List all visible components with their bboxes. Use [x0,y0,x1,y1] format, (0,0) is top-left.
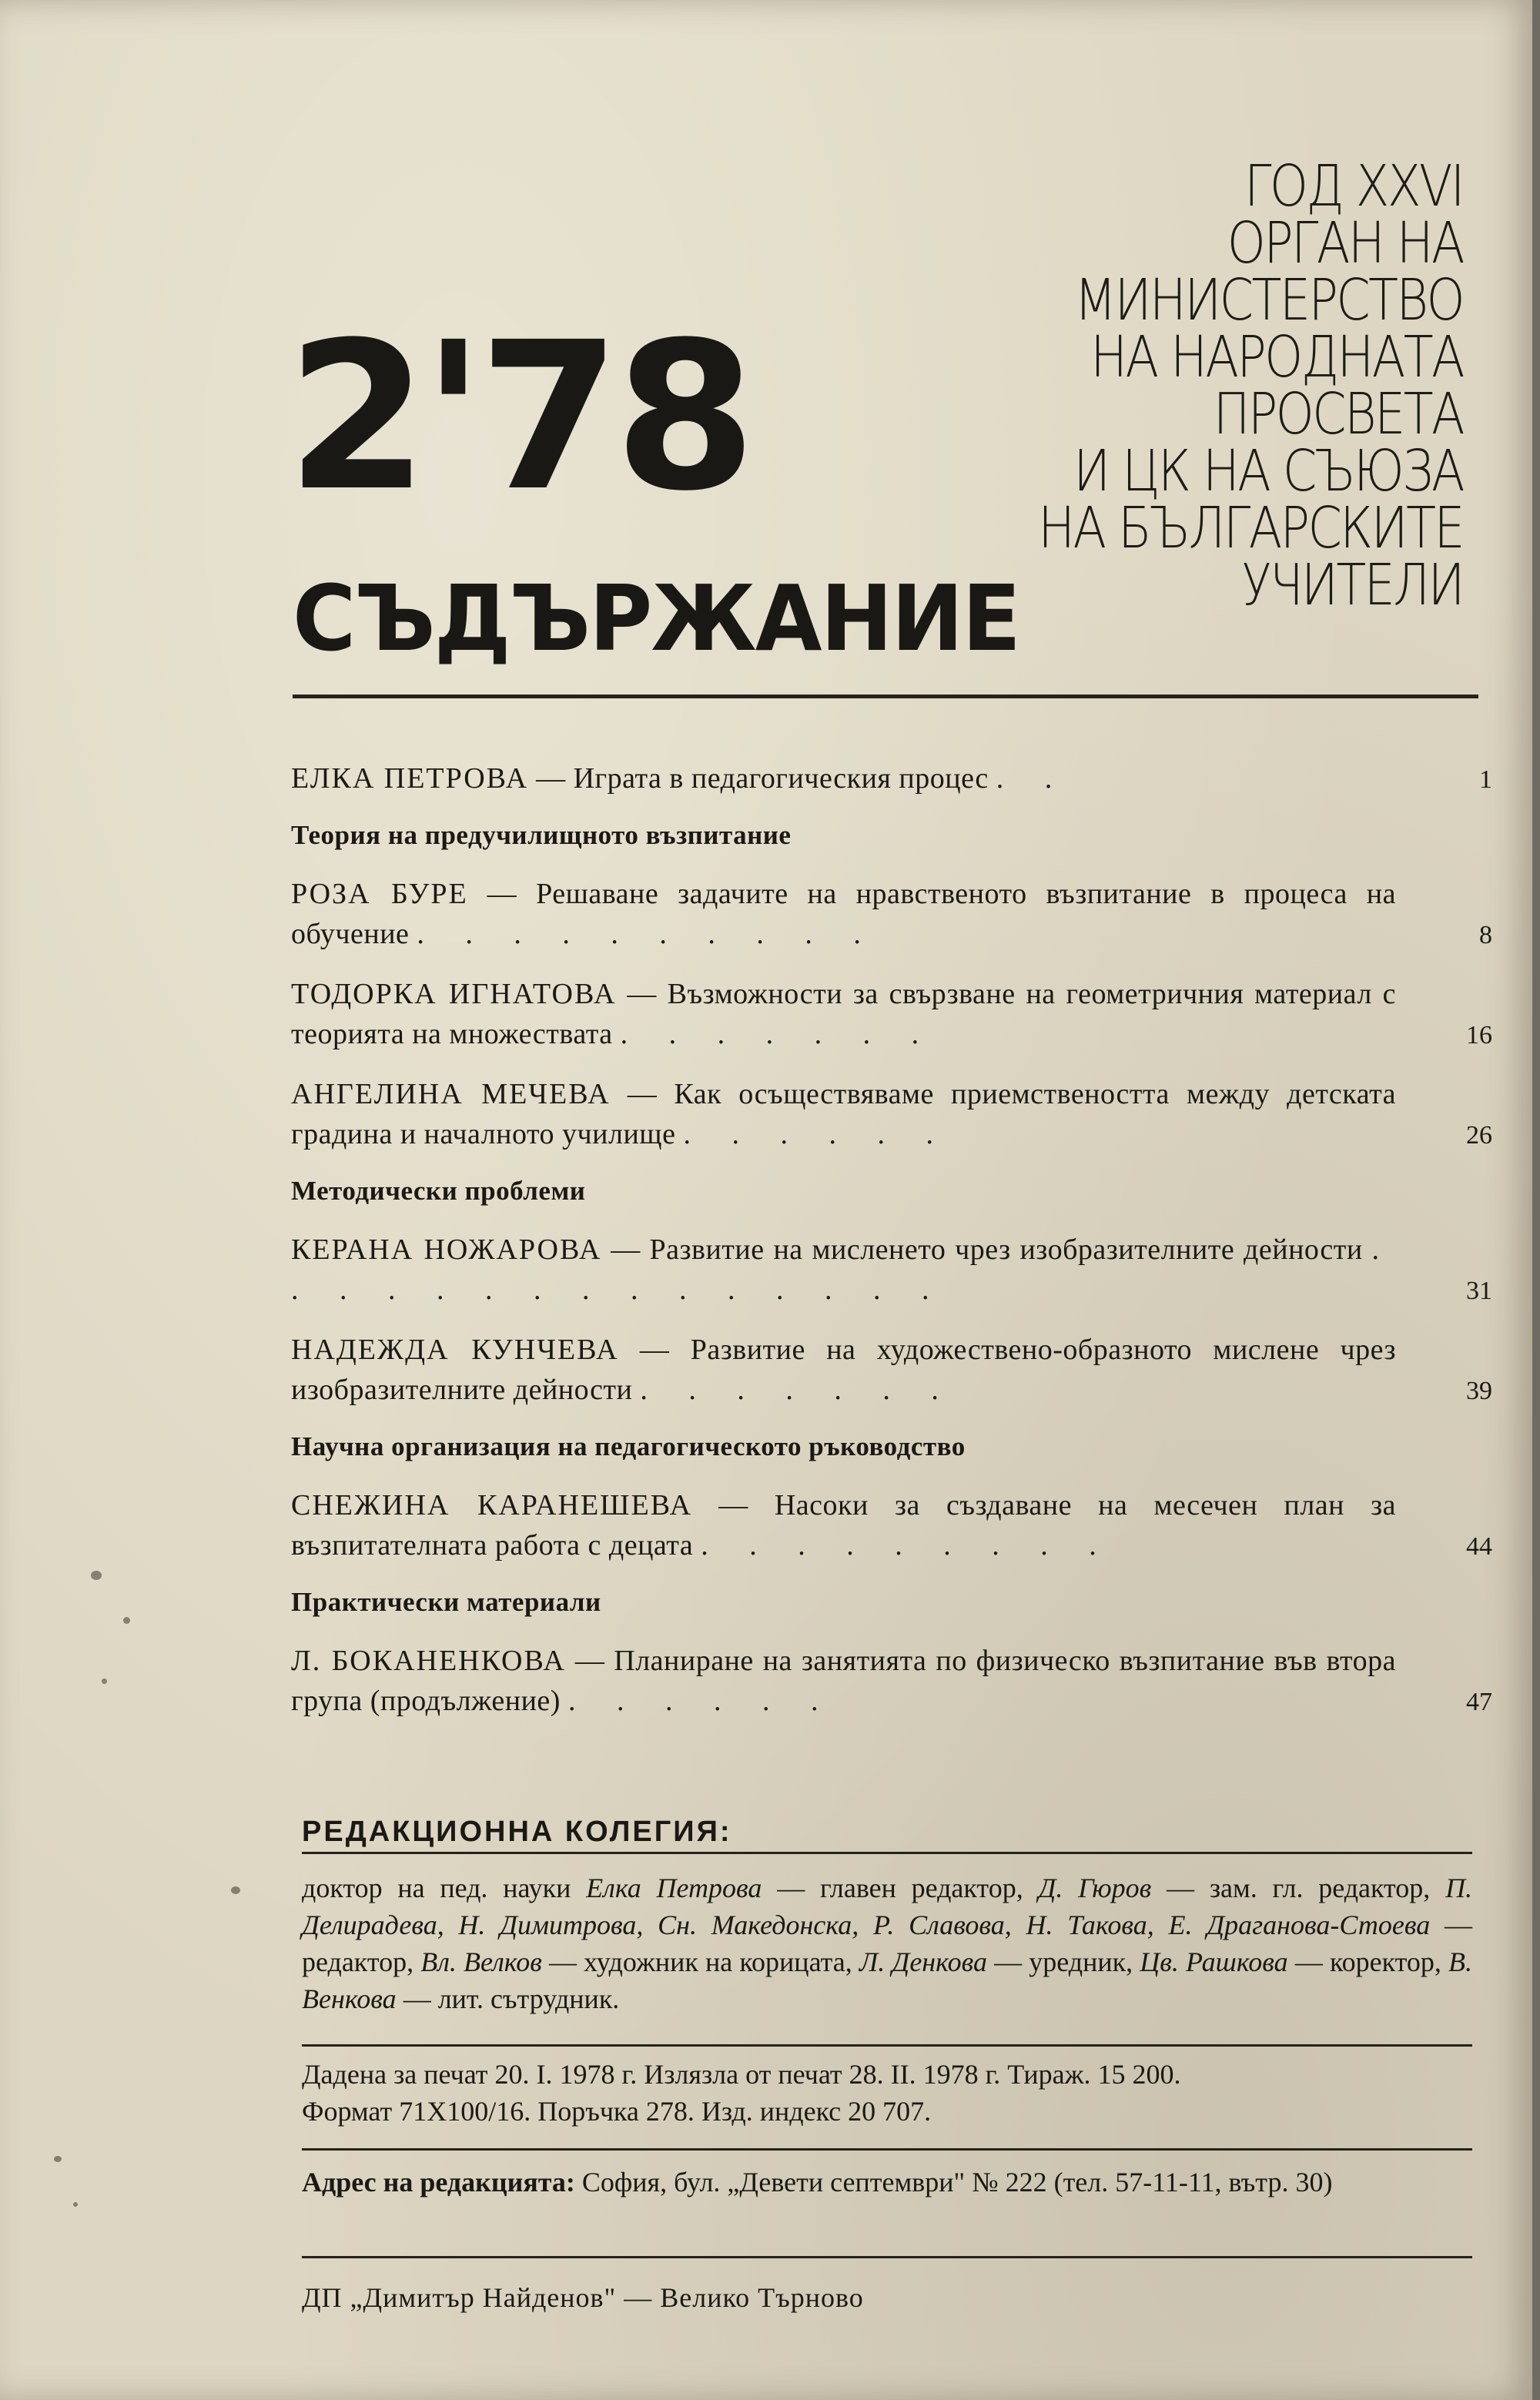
board-rule [302,1852,1472,1854]
toc-title: — Развитие на художествено-образното мислене чрез изобразителните дейности [291,1334,1396,1406]
address-label: Адрес на редакцията: [302,2167,575,2197]
toc-leader: . . . . . . . [620,1018,936,1050]
toc-leader: . . . . . . [683,1118,950,1150]
toc-page-number: 1 [1479,765,1492,794]
table-of-contents [291,758,1492,1741]
toc-entry [291,974,1492,1054]
board-text-part: — зам. гл. редактор, [1167,1873,1431,1903]
board-text-part: — главен редактор, [777,1873,1023,1903]
contents-title: СЪДЪРЖАНИЕ [293,565,1020,671]
section-heading: Теория на предучилищното възпитание [291,820,792,850]
toc-author: ЕЛКА ПЕТРОВА [291,762,529,795]
address-value: София, бул. „Девети септември" № 222 (тел. 57-11-11, вътр. 30) [581,2167,1333,2197]
toc-author: СНЕЖИНА КАРАНЕШЕВА [291,1489,693,1521]
section-heading: Научна организация на педагогическото ръководство [291,1431,966,1461]
printing-info [302,2056,1472,2130]
toc-author: АНГЕЛИНА МЕЧЕВА [291,1078,611,1110]
section-heading: Методически проблеми [291,1176,586,1206]
printer-rule [302,2256,1472,2258]
toc-entry [291,1330,1492,1410]
address-rule [302,2148,1472,2151]
toc-author: НАДЕЖДА КУНЧЕВА [291,1334,619,1366]
board-text-part: — редактор, [302,1910,1473,1977]
editorial-board-text [302,1869,1472,2017]
board-name: Д. Гюров [1038,1873,1152,1903]
ink-speck [91,1571,102,1580]
header-rule [293,695,1478,698]
toc-leader: . . . . . . . [640,1374,956,1406]
toc-title: — Развитие на мисленето чрез изобразителните дейности [611,1233,1363,1266]
publisher-line: НА НАРОДНАТА [1090,324,1463,390]
board-name: Вл. Велков [420,1946,542,1977]
toc-page-number: 8 [1479,921,1492,949]
board-name: Цв. Рашкова [1140,1946,1288,1977]
ink-speck [73,2202,78,2207]
board-text-part: — коректор, [1294,1946,1441,1977]
board-name: Елка Петрова [586,1873,762,1903]
toc-page-number: 47 [1466,1688,1492,1716]
publisher-line: МИНИСТЕРСТВО [1074,267,1463,333]
ink-speck [102,1679,107,1684]
publisher-line: ПРОСВЕТА [1213,381,1463,447]
toc-entry [291,1641,1492,1721]
toc-author: Л. БОКАНЕНКОВА [291,1645,566,1677]
toc-entry [291,1485,1492,1565]
publisher-line: ГОД XXVI [1244,153,1463,219]
ink-speck [123,1617,130,1624]
toc-title: — Насоки за създаване на месечен план за възпитателната работа с децата [291,1489,1396,1562]
board-text-part: — уредник, [994,1946,1133,1977]
toc-entry [291,1074,1492,1154]
toc-leader: . . . . . . . . . . . . . . . [291,1233,1396,1306]
toc-title: — Решаване задачите на нравственото възпитание в процеса на обучение [291,878,1396,950]
toc-leader: . . . . . . . . . . [417,918,878,950]
toc-page-number: 26 [1466,1121,1492,1150]
board-name: В. Венкова [302,1946,1473,2014]
publisher-block [999,153,1463,618]
toc-title: — Планиране на занятията по физическо възпитание във втора група (продължение) [291,1645,1396,1717]
ink-speck [54,2156,62,2162]
print-rule [302,2044,1472,2047]
editorial-address [302,2164,1472,2201]
ink-speck [231,1886,240,1894]
toc-author: РОЗА БУРЕ [291,878,468,910]
editorial-board-title: РЕДАКЦИОННА КОЛЕГИЯ: [302,1816,732,1848]
toc-page-number: 16 [1466,1021,1492,1049]
toc-author: КЕРАНА НОЖАРОВА [291,1233,602,1266]
board-name: П. Делирадева, Н. Димитрова, Сн. Македонска, Р. Славова, Н. Такова, Е. Драганова-Стоева [302,1873,1473,1940]
toc-author: ТОДОРКА ИГНАТОВА [291,978,617,1010]
board-text-part: — лит. сътрудник. [403,1983,620,2014]
publisher-line: УЧИТЕЛИ [1241,552,1463,618]
printing-line: Формат 71Х100/16. Поръчка 278. Изд. индекс 20 707. [302,2096,932,2127]
publisher-line: ОРГАН НА [1227,210,1463,276]
printer-line: ДП „Димитър Найденов" — Велико Търново [302,2282,864,2313]
toc-leader: . . [996,762,1070,795]
toc-leader: . . . . . . [567,1685,835,1717]
toc-title: — Възможности за свързване на геометричния материал с теорията на множествата [291,978,1397,1050]
section-heading: Практически материали [291,1587,601,1617]
toc-entry [291,758,1492,798]
toc-entry [291,1230,1492,1310]
toc-page-number: 39 [1466,1377,1492,1405]
toc-entry [291,874,1492,954]
issue-number: 2'78 [286,299,751,536]
board-text-part: — художник на корицата, [549,1946,852,1977]
board-name: Л. Денкова [859,1946,988,1977]
printing-line: Дадена за печат 20. I. 1978 г. Излязла от печат 28. II. 1978 г. Тираж. 15 200. [302,2059,1181,2090]
toc-page-number: 44 [1466,1532,1492,1561]
toc-title: — Играта в педагогическия процес [536,762,989,795]
publisher-line: И ЦК НА СЪЮЗА [1073,438,1463,504]
toc-page-number: 31 [1466,1277,1492,1305]
publisher-line: НА БЪЛГАРСКИТЕ [1038,495,1463,561]
toc-title: — Как осъществяваме приемствеността между детската градина и началното училище [291,1078,1397,1150]
toc-leader: . . . . . . . . . [701,1529,1113,1562]
board-text-part: доктор на пед. науки [302,1873,571,1903]
